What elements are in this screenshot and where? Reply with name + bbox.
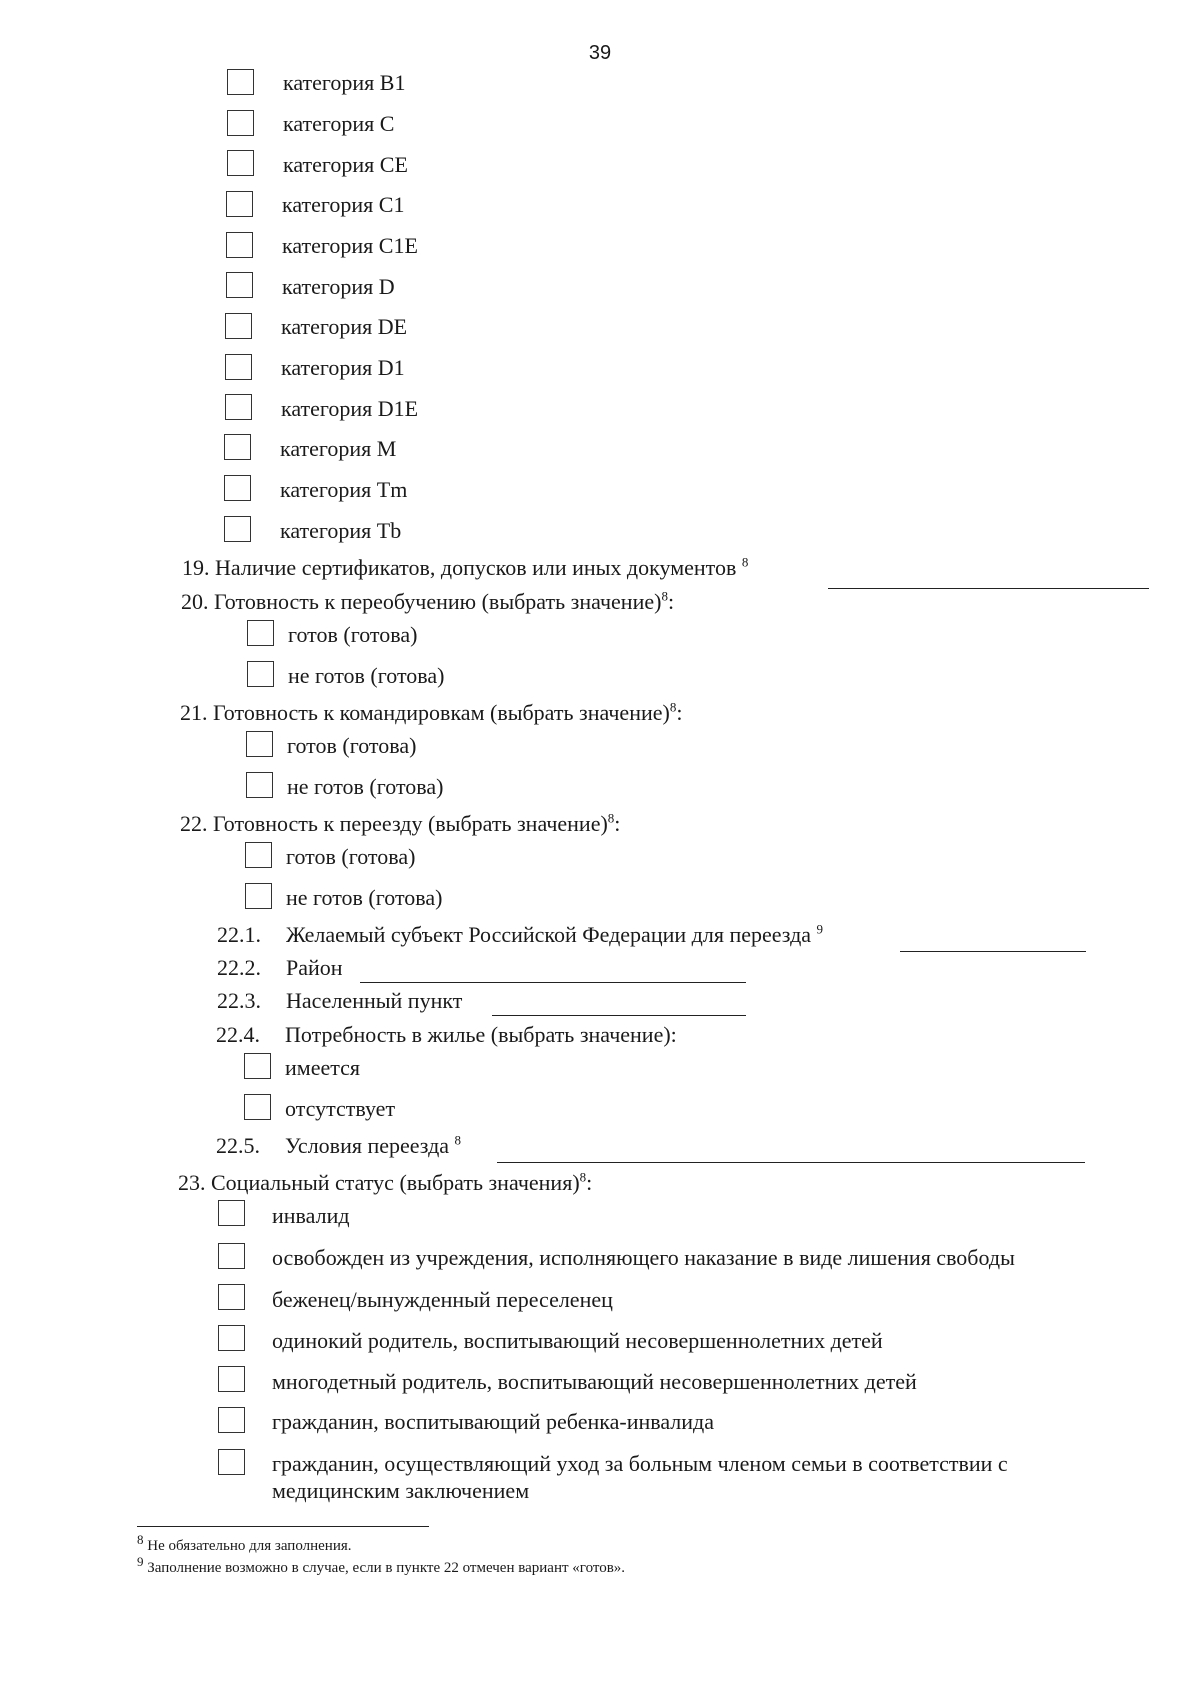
footnote-separator (137, 1526, 429, 1527)
question-21-label: 21. Готовность к командировкам (выбрать значение)$^8$: (180, 699, 683, 725)
option-label: освобожден из учреждения, исполняющего наказание в виде лишения свободы (272, 1245, 1015, 1270)
option-label: отсутствует (285, 1096, 396, 1121)
category-label: категория CE (283, 152, 408, 177)
option-label-continuation: медицинским заключением (272, 1478, 530, 1503)
category-d-checkbox[interactable] (226, 272, 253, 298)
option-label: имеется (285, 1055, 360, 1080)
category-label: категория Tb (280, 518, 402, 543)
question-23-label: 23. Социальный статус (выбрать значения)$^8$: (178, 1169, 593, 1195)
category-ce-checkbox[interactable] (227, 150, 254, 176)
desired-region-field[interactable] (900, 951, 1086, 952)
district-label: Район (286, 955, 343, 980)
footnote-9: $^9$ Заполнение возможно в случае, если в пункте 22 отмечен вариант «готов». (137, 1554, 626, 1576)
option-label: гражданин, воспитывающий ребенка-инвалида (272, 1409, 715, 1434)
category-label: категория C1E (282, 233, 418, 258)
status-disabled-child-checkbox[interactable] (218, 1407, 245, 1433)
category-label: категория Tm (280, 477, 408, 502)
retraining-ready-checkbox[interactable] (247, 620, 274, 646)
option-label: готов (готова) (288, 622, 418, 647)
relocation-conditions-field[interactable] (497, 1162, 1085, 1163)
option-label: гражданин, осуществляющий уход за больным членом семьи в соответствии с (272, 1451, 1008, 1476)
district-field[interactable] (360, 982, 746, 983)
category-tm-checkbox[interactable] (224, 475, 251, 501)
option-label: готов (готова) (287, 733, 417, 758)
subitem-number: 22.4. (216, 1022, 260, 1047)
settlement-field[interactable] (492, 1015, 746, 1016)
category-label: категория C1 (282, 192, 405, 217)
status-refugee-checkbox[interactable] (218, 1284, 245, 1310)
category-c1-checkbox[interactable] (226, 191, 253, 217)
relocation-conditions-label: Условия переезда $^8$ (285, 1132, 462, 1158)
category-b1-checkbox[interactable] (227, 69, 254, 95)
category-label: категория DE (281, 314, 408, 339)
category-label: категория M (280, 436, 397, 461)
subitem-number: 22.2. (217, 955, 261, 980)
question-19-label: 19. Наличие сертификатов, допусков или иных документов $^8$ (182, 554, 749, 580)
footnote-8: $^8$ Не обязательно для заполнения. (137, 1532, 352, 1554)
relocation-not-ready-checkbox[interactable] (245, 883, 272, 909)
subitem-number: 22.3. (217, 988, 261, 1013)
category-label: категория D1E (281, 396, 419, 421)
option-label: многодетный родитель, воспитывающий несовершеннолетних детей (272, 1369, 917, 1394)
question-22-label: 22. Готовность к переезду (выбрать значение)$^8$: (180, 810, 621, 836)
subitem-number: 22.5. (216, 1133, 260, 1158)
option-label: не готов (готова) (286, 885, 443, 910)
option-label: готов (готова) (286, 844, 416, 869)
category-c-checkbox[interactable] (227, 110, 254, 136)
status-released-checkbox[interactable] (218, 1243, 245, 1269)
option-label: беженец/вынужденный переселенец (272, 1287, 613, 1312)
category-label: категория B1 (283, 70, 406, 95)
category-d1-checkbox[interactable] (225, 354, 252, 380)
option-label: инвалид (272, 1203, 350, 1228)
desired-region-label: Желаемый субъект Российской Федерации для переезда $^9$ (286, 921, 824, 947)
option-label: не готов (готова) (287, 774, 444, 799)
category-m-checkbox[interactable] (224, 434, 251, 460)
relocation-ready-checkbox[interactable] (245, 842, 272, 868)
certificates-field[interactable] (828, 588, 1149, 589)
option-label: одинокий родитель, воспитывающий несовершеннолетних детей (272, 1328, 883, 1353)
business-trip-not-ready-checkbox[interactable] (246, 772, 273, 798)
category-d1e-checkbox[interactable] (225, 394, 252, 420)
status-single-parent-checkbox[interactable] (218, 1325, 245, 1351)
retraining-not-ready-checkbox[interactable] (247, 661, 274, 687)
category-de-checkbox[interactable] (225, 313, 252, 339)
housing-needed-checkbox[interactable] (244, 1053, 271, 1079)
status-caregiver-checkbox[interactable] (218, 1449, 245, 1475)
question-20-label: 20. Готовность к переобучению (выбрать значение)$^8$: (181, 588, 675, 614)
category-label: категория D (282, 274, 395, 299)
subitem-number: 22.1. (217, 922, 261, 947)
option-label: не готов (готова) (288, 663, 445, 688)
category-label: категория C (283, 111, 395, 136)
category-label: категория D1 (281, 355, 405, 380)
category-tb-checkbox[interactable] (224, 516, 251, 542)
status-disabled-checkbox[interactable] (218, 1200, 245, 1226)
page-number: 39 (588, 42, 612, 64)
business-trip-ready-checkbox[interactable] (246, 731, 273, 757)
category-c1e-checkbox[interactable] (226, 232, 253, 258)
settlement-label: Населенный пункт (286, 988, 463, 1013)
status-large-family-checkbox[interactable] (218, 1366, 245, 1392)
housing-need-label: Потребность в жилье (выбрать значение): (285, 1022, 677, 1047)
housing-not-needed-checkbox[interactable] (244, 1094, 271, 1120)
